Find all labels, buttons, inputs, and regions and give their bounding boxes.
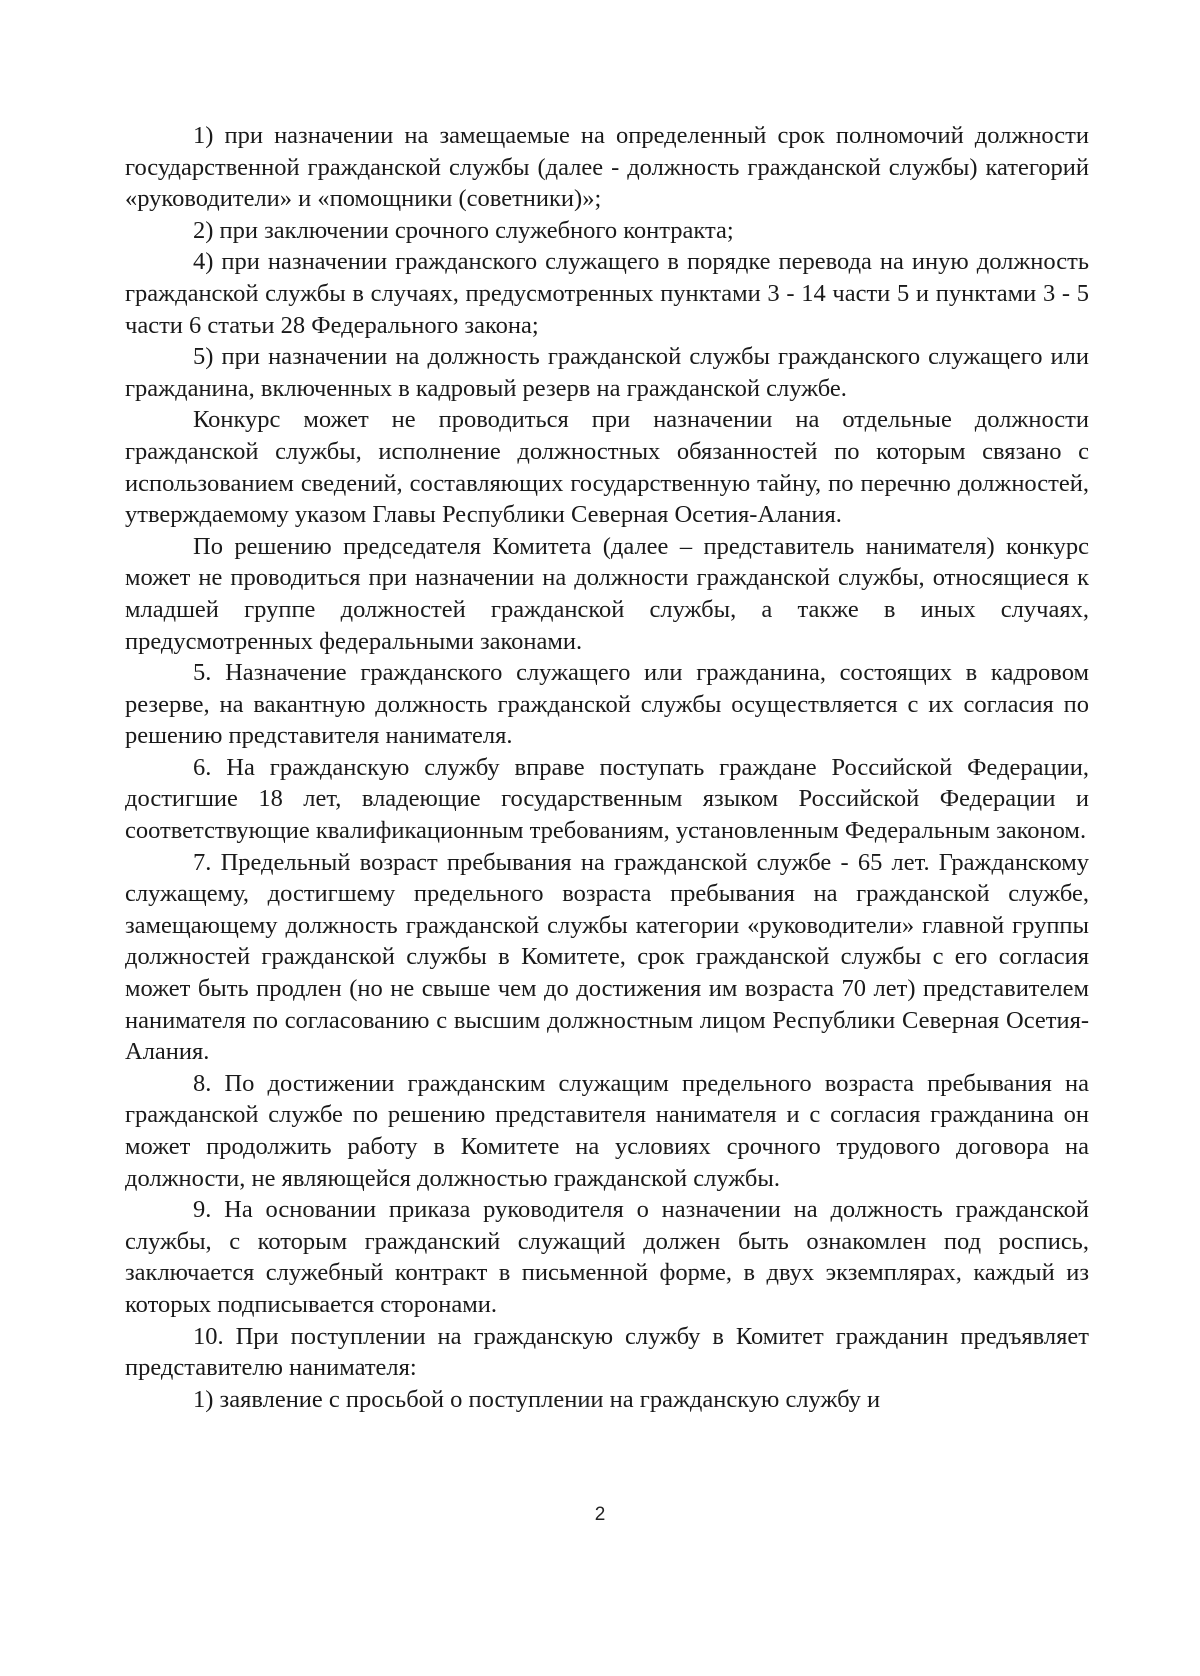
paragraph: 4) при назначении гражданского служащего в порядке перевода на иную должность гражданской службы в случаях, предусмотренных пунктами 3 - 14 части 5 и пунктами 3 - 5 части 6 статьи 28 Федерального закона; [125,248,1089,339]
paragraph: 5. Назначение гражданского служащего или гражданина, состоящих в кадровом резерве, на вакантную должность гражданской службы осуществляется с их согласия по решению представителя нанимателя. [125,659,1089,750]
paragraph: 1) при назначении на замещаемые на определенный срок полномочий должности государственной гражданской службы (далее - должность гражданской службы) категорий «руководители» и «помощники (советники)»; [125,122,1089,213]
paragraph: 2) при заключении срочного служебного контракта; [193,216,734,244]
paragraph: Конкурс может не проводиться при назначении на отдельные должности гражданской службы, исполнение должностных обязанностей по которым связано с использованием сведений, составляющих государственную тайну, по перечню должностей, утверждаемому указом Главы Республики Северная Осетия-Алания. [125,406,1089,529]
paragraph: 5) при назначении на должность гражданской службы гражданского служащего или гражданина, включенных в кадровый резерв на гражданской службе. [125,343,1089,402]
paragraph: 1) заявление с просьбой о поступлении на гражданскую службу и [193,1385,881,1413]
paragraph: 9. На основании приказа руководителя о назначении на должность гражданской службы, с которым гражданский служащий должен быть ознакомлен под роспись, заключается служебный контракт в письменной форме, в двух экземплярах, каждый из которых подписывается сторонами. [125,1196,1089,1318]
paragraph: 10. При поступлении на гражданскую службу в Комитет гражданин предъявляет представителю нанимателя: [125,1322,1089,1382]
document-body [125,120,1089,1415]
paragraph: 8. По достижении гражданским служащим предельного возраста пребывания на гражданской службе по решению представителя нанимателя и с согласия гражданина он может продолжить работу в Комитете на условиях срочного трудового договора на должности, не являющейся должностью гражданской службы. [125,1069,1089,1192]
paragraph: По решению председателя Комитета (далее – представитель нанимателя) конкурс может не проводиться при назначении на должности гражданской службы, относящиеся к младшей группе должностей гражданской службы, а также в иных случаях, предусмотренных федеральными законами. [125,532,1089,655]
paragraph: 6. На гражданскую службу вправе поступать граждане Российской Федерации, достигшие 18 лет, владеющие государственным языком Российской Федерации и соответствующие квалификационным требованиям, установленным Федеральным законом. [125,753,1089,845]
paragraph: 7. Предельный возраст пребывания на гражданской службе - 65 лет. Гражданскому служащему, достигшему предельного возраста пребывания на гражданской службе, замещающему должность гражданской службы категории «руководители» главной группы должностей гражданской службы в Комитете, срок гражданской службы с его согласия может быть продлен (но не свыше чем до достижения им возраста 70 лет) представителем нанимателя по согласованию с высшим должностным лицом Республики Северная Осетия-Алания. [125,848,1089,1066]
page-number: 2 [594,1504,606,1525]
